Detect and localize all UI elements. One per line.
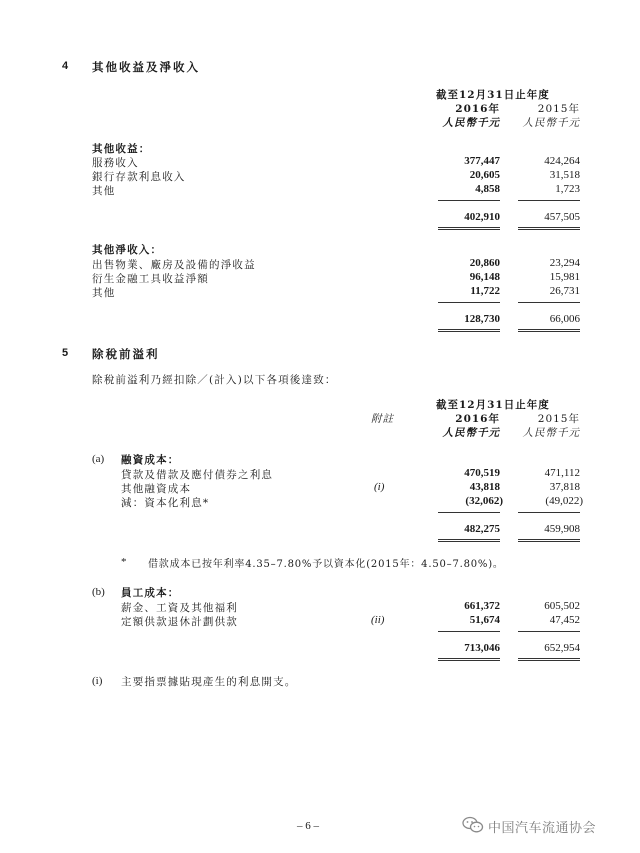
- item-b-label: (b): [92, 586, 105, 598]
- capitalisation-footnote: 借款成本已按年利率4.35–7.80%予以資本化(2015年：4.50–7.80%)。: [148, 559, 504, 570]
- subtotal-rule-2015: [518, 302, 580, 303]
- row-label: 其他: [92, 185, 116, 197]
- subtotal-rule-2015: [518, 512, 580, 513]
- value-2016: 661,372: [464, 600, 500, 612]
- value-2016: 20,605: [469, 169, 500, 181]
- column-2016-header: 2016年: [455, 103, 500, 115]
- total-double-rule-2016: [438, 329, 500, 332]
- watermark-text: 中国汽车流通协会: [488, 821, 597, 836]
- subtotal-rule-2016: [438, 512, 500, 513]
- value-2015: 31,518: [549, 169, 580, 181]
- total-double-rule-2016: [438, 227, 500, 230]
- staff-costs-total-2016: 713,046: [464, 642, 500, 654]
- row-label: 出售物業、廠房及設備的淨收益: [92, 259, 256, 271]
- value-2015: 26,731: [549, 285, 580, 297]
- unit-2016-header: 人民幣千元: [442, 427, 500, 439]
- other-income-total-2015: 457,505: [544, 211, 580, 223]
- finance-costs-total-2016: 482,275: [464, 523, 500, 535]
- value-2016: 96,148: [469, 271, 500, 283]
- subtotal-rule-2015: [518, 631, 580, 632]
- value-2015: 471,112: [544, 467, 580, 479]
- other-net-income-total-2016: 128,730: [464, 313, 500, 325]
- value-2016: 4,858: [475, 183, 500, 195]
- value-2016: 377,447: [464, 155, 500, 167]
- total-double-rule-2016: [438, 658, 500, 661]
- subtotal-rule-2016: [438, 302, 500, 303]
- note-i-mark: (i): [92, 675, 103, 687]
- row-label: 定額供款退休計劃供款: [121, 616, 238, 628]
- row-label: 其他融資成本: [121, 483, 192, 495]
- value-2016: 20,860: [469, 257, 500, 269]
- other-net-income-heading: 其他淨收入：: [92, 244, 163, 256]
- value-2015: (49,022): [545, 495, 583, 507]
- value-2016: 43,818: [469, 481, 500, 493]
- value-2015: 37,818: [549, 481, 580, 493]
- section-5-intro: 除稅前溢利乃經扣除／(計入)以下各項後達致：: [92, 374, 337, 386]
- row-label: 銀行存款利息收入: [92, 171, 186, 183]
- row-label: 減：資本化利息*: [121, 497, 210, 509]
- row-label: 服務收入: [92, 157, 139, 169]
- value-2016: 11,722: [470, 285, 500, 297]
- page-number: – 6 –: [297, 820, 319, 832]
- value-2015: 1,723: [555, 183, 580, 195]
- value-2016: 51,674: [469, 614, 500, 626]
- row-label: 衍生金融工具收益淨額: [92, 273, 209, 285]
- column-2016-header: 2016年: [455, 413, 500, 425]
- value-2015: 424,264: [544, 155, 580, 167]
- period-header: 截至12月31日止年度: [436, 399, 550, 411]
- other-net-income-total-2015: 66,006: [549, 313, 580, 325]
- section-4-title: 其他收益及淨收入: [92, 60, 200, 74]
- column-2015-header: 2015年: [537, 413, 580, 425]
- row-label: 貸款及借款及應付債券之利息: [121, 469, 274, 481]
- row-note: (i): [374, 481, 385, 493]
- row-label: 薪金、工資及其他福利: [121, 602, 238, 614]
- value-2016: (32,062): [465, 495, 503, 507]
- item-a-label: (a): [92, 453, 105, 465]
- other-income-heading: 其他收益：: [92, 143, 151, 155]
- unit-2015-header: 人民幣千元: [522, 427, 580, 439]
- total-double-rule-2015: [518, 539, 580, 542]
- subtotal-rule-2015: [518, 200, 580, 201]
- column-2015-header: 2015年: [537, 103, 580, 115]
- value-2015: 605,502: [544, 600, 580, 612]
- total-double-rule-2015: [518, 658, 580, 661]
- total-double-rule-2015: [518, 329, 580, 332]
- staff-costs-total-2015: 652,954: [544, 642, 580, 654]
- wechat-icon: [462, 816, 484, 837]
- value-2015: 15,981: [549, 271, 580, 283]
- row-label: 其他: [92, 287, 116, 299]
- finance-costs-total-2015: 459,908: [544, 523, 580, 535]
- finance-costs-heading: 融資成本：: [121, 454, 180, 466]
- subtotal-rule-2016: [438, 631, 500, 632]
- unit-2015-header: 人民幣千元: [522, 117, 580, 129]
- note-i-text: 主要指票據貼現產生的利息開支。: [121, 676, 297, 688]
- period-header: 截至12月31日止年度: [436, 89, 550, 101]
- subtotal-rule-2016: [438, 200, 500, 201]
- total-double-rule-2015: [518, 227, 580, 230]
- total-double-rule-2016: [438, 539, 500, 542]
- note-column-header: 附註: [371, 413, 394, 425]
- value-2016: 470,519: [464, 467, 500, 479]
- row-note: (ii): [371, 614, 385, 626]
- staff-costs-heading: 員工成本：: [121, 587, 180, 599]
- footnote-mark: *: [121, 556, 127, 568]
- value-2015: 23,294: [549, 257, 580, 269]
- other-income-total-2016: 402,910: [464, 211, 500, 223]
- section-5-title: 除稅前溢利: [92, 347, 160, 361]
- section-4-number: 4: [62, 60, 69, 72]
- unit-2016-header: 人民幣千元: [442, 117, 500, 129]
- value-2015: 47,452: [549, 614, 580, 626]
- section-5-number: 5: [62, 347, 69, 359]
